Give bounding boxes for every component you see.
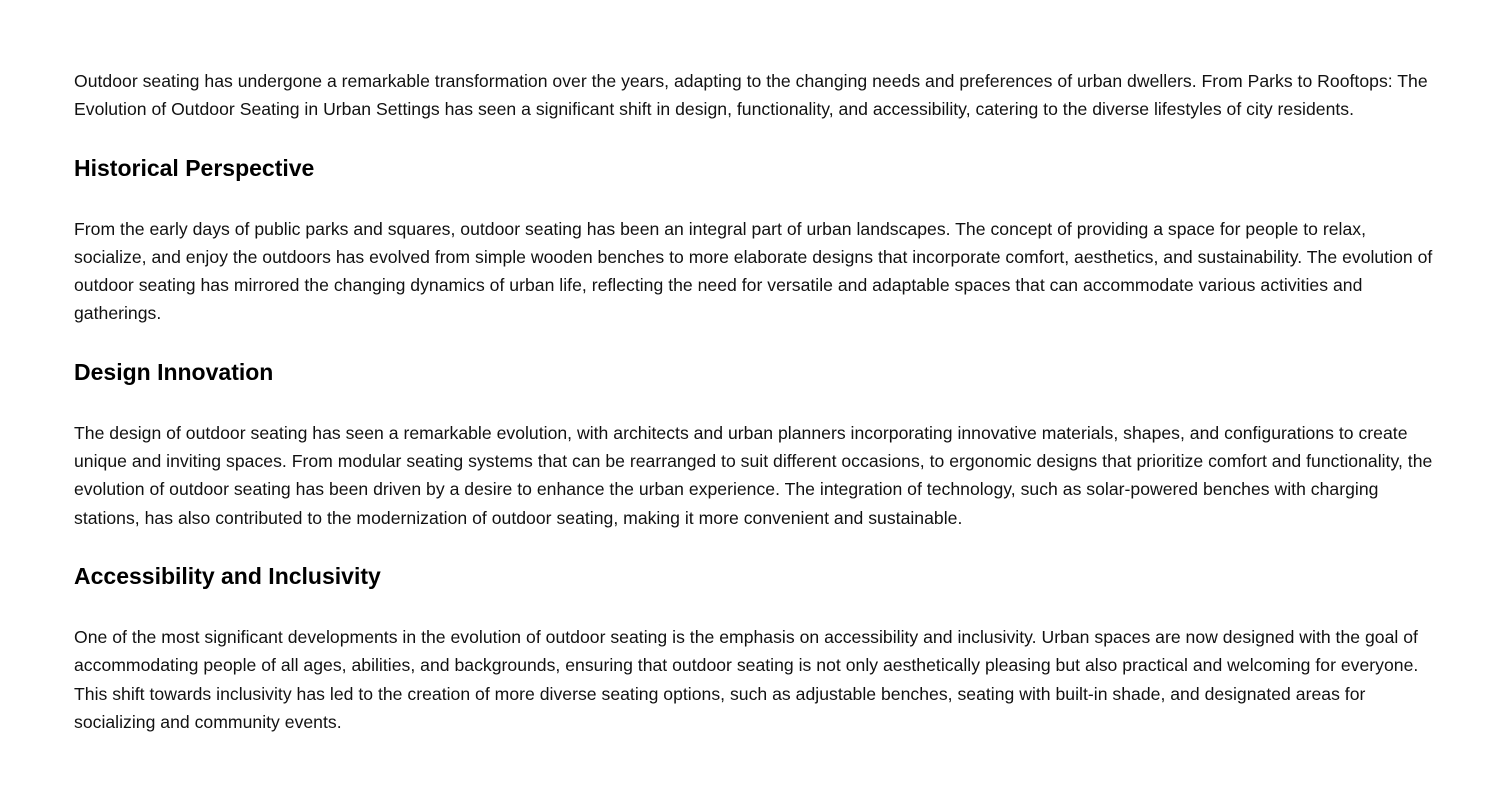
section-heading-historical-perspective: Historical Perspective [74, 154, 315, 181]
section-heading-accessibility-inclusivity: Accessibility and Inclusivity [74, 562, 381, 589]
section-heading-design-innovation: Design Innovation [74, 358, 274, 385]
intro-paragraph: Outdoor seating has undergone a remarkable transformation over the years, adapting to the changing needs and preferences of urban dwellers. From Parks to Rooftops: The Evolution of Outdoor Seating in Urban Settings has seen a significant shift in design, functionality, and accessibility, catering to the diverse lifestyles of city residents. [74, 71, 1428, 120]
article [74, 67, 1434, 736]
section-body-accessibility-inclusivity: One of the most significant developments in the evolution of outdoor seating is the emphasis on accessibility and inclusivity. Urban spaces are now designed with the goal of accommodating people of all ages, abilities, and backgrounds, ensuring that outdoor seating is not only aesthetically pleasing but also practical and welcoming for everyone. This shift towards inclusivity has led to the creation of more diverse seating options, such as adjustable benches, seating with built-in shade, and designated areas for socializing and community events. [74, 626, 1419, 732]
section-body-historical-perspective: From the early days of public parks and squares, outdoor seating has been an integral part of urban landscapes. The concept of providing a space for people to relax, socialize, and enjoy the outdoors has evolved from simple wooden benches to more elaborate designs that incorporate comfort, aesthetics, and sustainability. The evolution of outdoor seating has mirrored the changing dynamics of urban life, reflecting the need for versatile and adaptable spaces that can accommodate various activities and gatherings. [74, 218, 1433, 324]
section-body-design-innovation: The design of outdoor seating has seen a remarkable evolution, with architects and urban planners incorporating innovative materials, shapes, and configurations to create unique and inviting spaces. From modular seating systems that can be rearranged to suit different occasions, to ergonomic designs that prioritize comfort and functionality, the evolution of outdoor seating has been driven by a desire to enhance the urban experience. The integration of technology, such as solar-powered benches with charging stations, has also contributed to the modernization of outdoor seating, making it more convenient and sustainable. [74, 422, 1433, 528]
